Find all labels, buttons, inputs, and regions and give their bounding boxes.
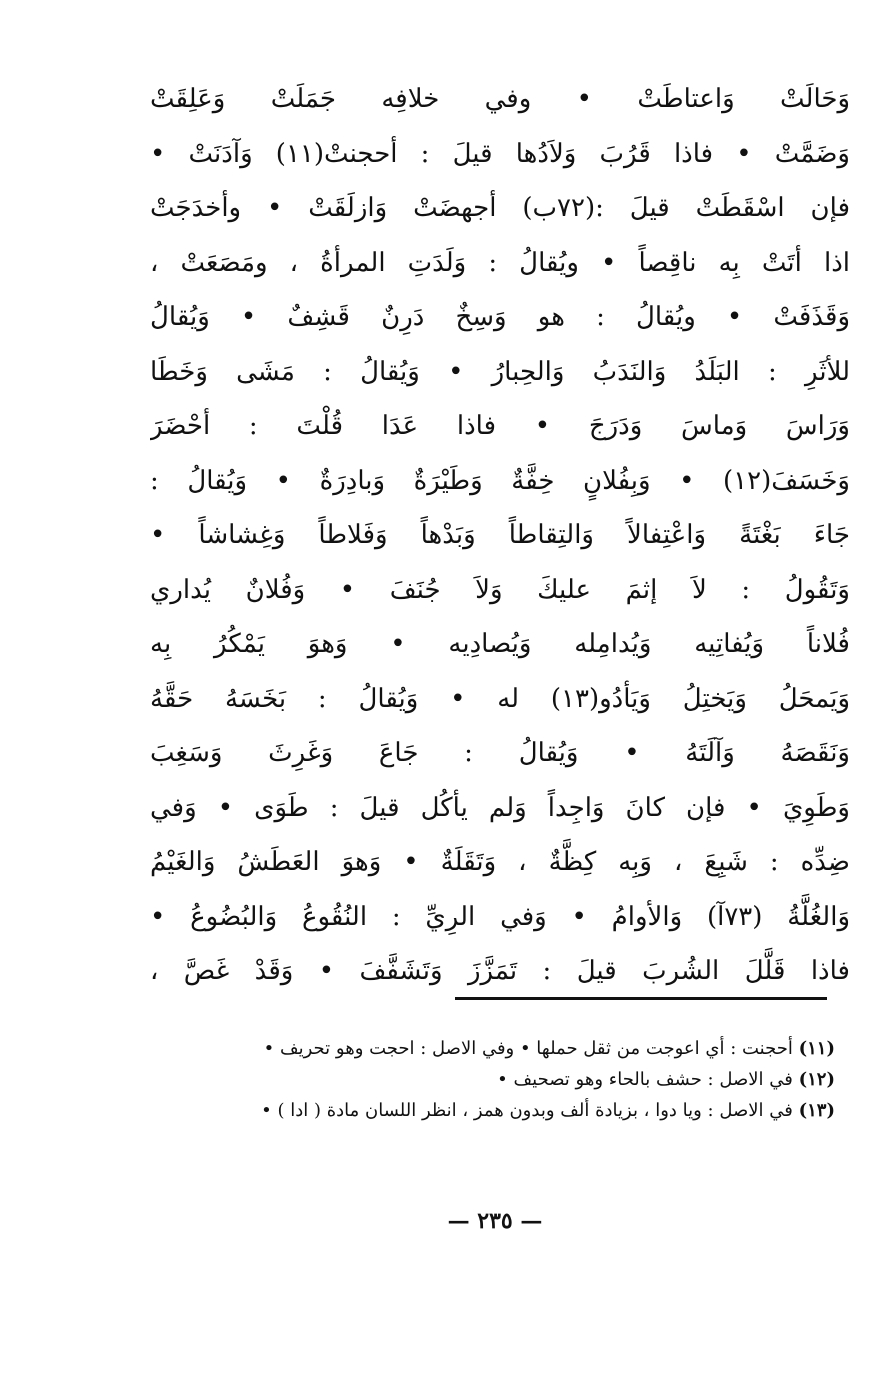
text-line: فُلاناً وَيُفاتِيه وَيُدامِله وَيُصادِيه • وَهوَ يَمْكُرُ بِه	[150, 629, 850, 659]
footnote-number: (١٣)	[798, 1100, 835, 1121]
text-line: فاذا قَلَّلَ الشُربَ قيلَ : تَمَزَّزَ وَتَشَفَّفَ • وَقَدْ غَصَّ ،	[150, 956, 850, 986]
page-number: — ٢٣٥ —	[447, 1208, 543, 1234]
footnotes	[185, 1033, 835, 1126]
footnote-divider	[455, 997, 827, 1000]
footnote-text: أحجنت : أي اعوجت من ثقل حملها • وفي الاصل : احجت وهو تحريف •	[263, 1038, 793, 1059]
footnote-13	[185, 1095, 835, 1126]
text-line: جَاءَ بَغْتَةً وَاعْتِفالاً وَالتِقاطاً وَبَدْهاً وَفَلاطاً وَغِشاشاً •	[150, 520, 850, 550]
text-line: وَضَمَّتْ • فاذا قَرُبَ وَلاَدُها قيلَ : أحجنتْ(١١) وَآدَنَتْ •	[150, 138, 850, 169]
text-line: وَرَاسَ وَماسَ وَدَرَجَ • فاذا عَدَا قُلْتَ : أحْضَرَ	[150, 411, 850, 441]
footnote-number: (١٢)	[798, 1069, 835, 1090]
text-line: وَقَذَفَتْ • ويُقالُ : هو وَسِخٌ دَرِنٌ قَشِفٌ • وَيُقالُ	[150, 302, 850, 332]
text-line: للأثَرِ : البَلَدُ وَالنَدَبُ وَالحِبارُ • وَيُقالُ : مَشَى وَخَطَا	[150, 356, 850, 387]
text-line: وَطَوِيَ • فإن كانَ وَاجِداً وَلم يأكُل قيلَ : طَوَى • وَفي	[150, 792, 850, 823]
footnote-number: (١١)	[798, 1038, 835, 1059]
main-text-block	[150, 72, 850, 999]
text-line: وَتَقُولُ : لاَ إثمَ عليكَ وَلاَ جُنَفَ • وَفُلانٌ يُداري	[150, 574, 850, 605]
footnote-text: في الاصل : ويا دوا ، بزيادة ألف وبدون همز ، انظر اللسان مادة ( ادا ) •	[261, 1100, 793, 1121]
footnote-11	[185, 1033, 835, 1064]
text-line: ضِدِّه : شَبِعَ ، وَبِه كِظَّةٌ ، وَتَقَلَةٌ • وَهوَ العَطَشُ وَالغَيْمُ	[150, 847, 850, 877]
text-line: وَنَقَصَهُ وَآلَتَهُ • وَيُقالُ : جَاعَ وَغَرِثَ وَسَغِبَ	[150, 738, 850, 768]
text-line: فإن اسْقَطَتْ قيلَ :(٧٢ب) أجهضَتْ وَازلَقَتْ • وأخدَجَتْ	[150, 193, 850, 223]
text-line: وَيَمحَلُ وَيَختِلُ وَيَأدُو(١٣) له • وَيُقالُ : بَخَسَهُ حَقَّهُ	[150, 683, 850, 714]
text-line: وَخَسَفَ(١٢) • وَبِفُلانٍ خِفَّةٌ وَطَيْرَةٌ وَبادِرَةٌ • وَيُقالُ :	[150, 465, 850, 496]
text-line: وَالغُلَّةُ (٧٣آ) وَالأوامُ • وَفي الرِيِّ : النُقُوعُ وَالبُضُوعُ •	[150, 901, 850, 932]
text-line: اذا أتَتْ بِه ناقِصاً • ويُقالُ : وَلَدَتِ المرأةُ ، ومَصَعَتْ ،	[150, 247, 850, 278]
text-line: وَحَالَتْ وَاعتاطَتْ • وفي خلافِه جَمَلَتْ وَعَلِقَتْ	[150, 84, 850, 114]
footnote-12	[185, 1064, 835, 1095]
footnote-text: في الاصل : حشف بالحاء وهو تصحيف •	[497, 1069, 793, 1090]
